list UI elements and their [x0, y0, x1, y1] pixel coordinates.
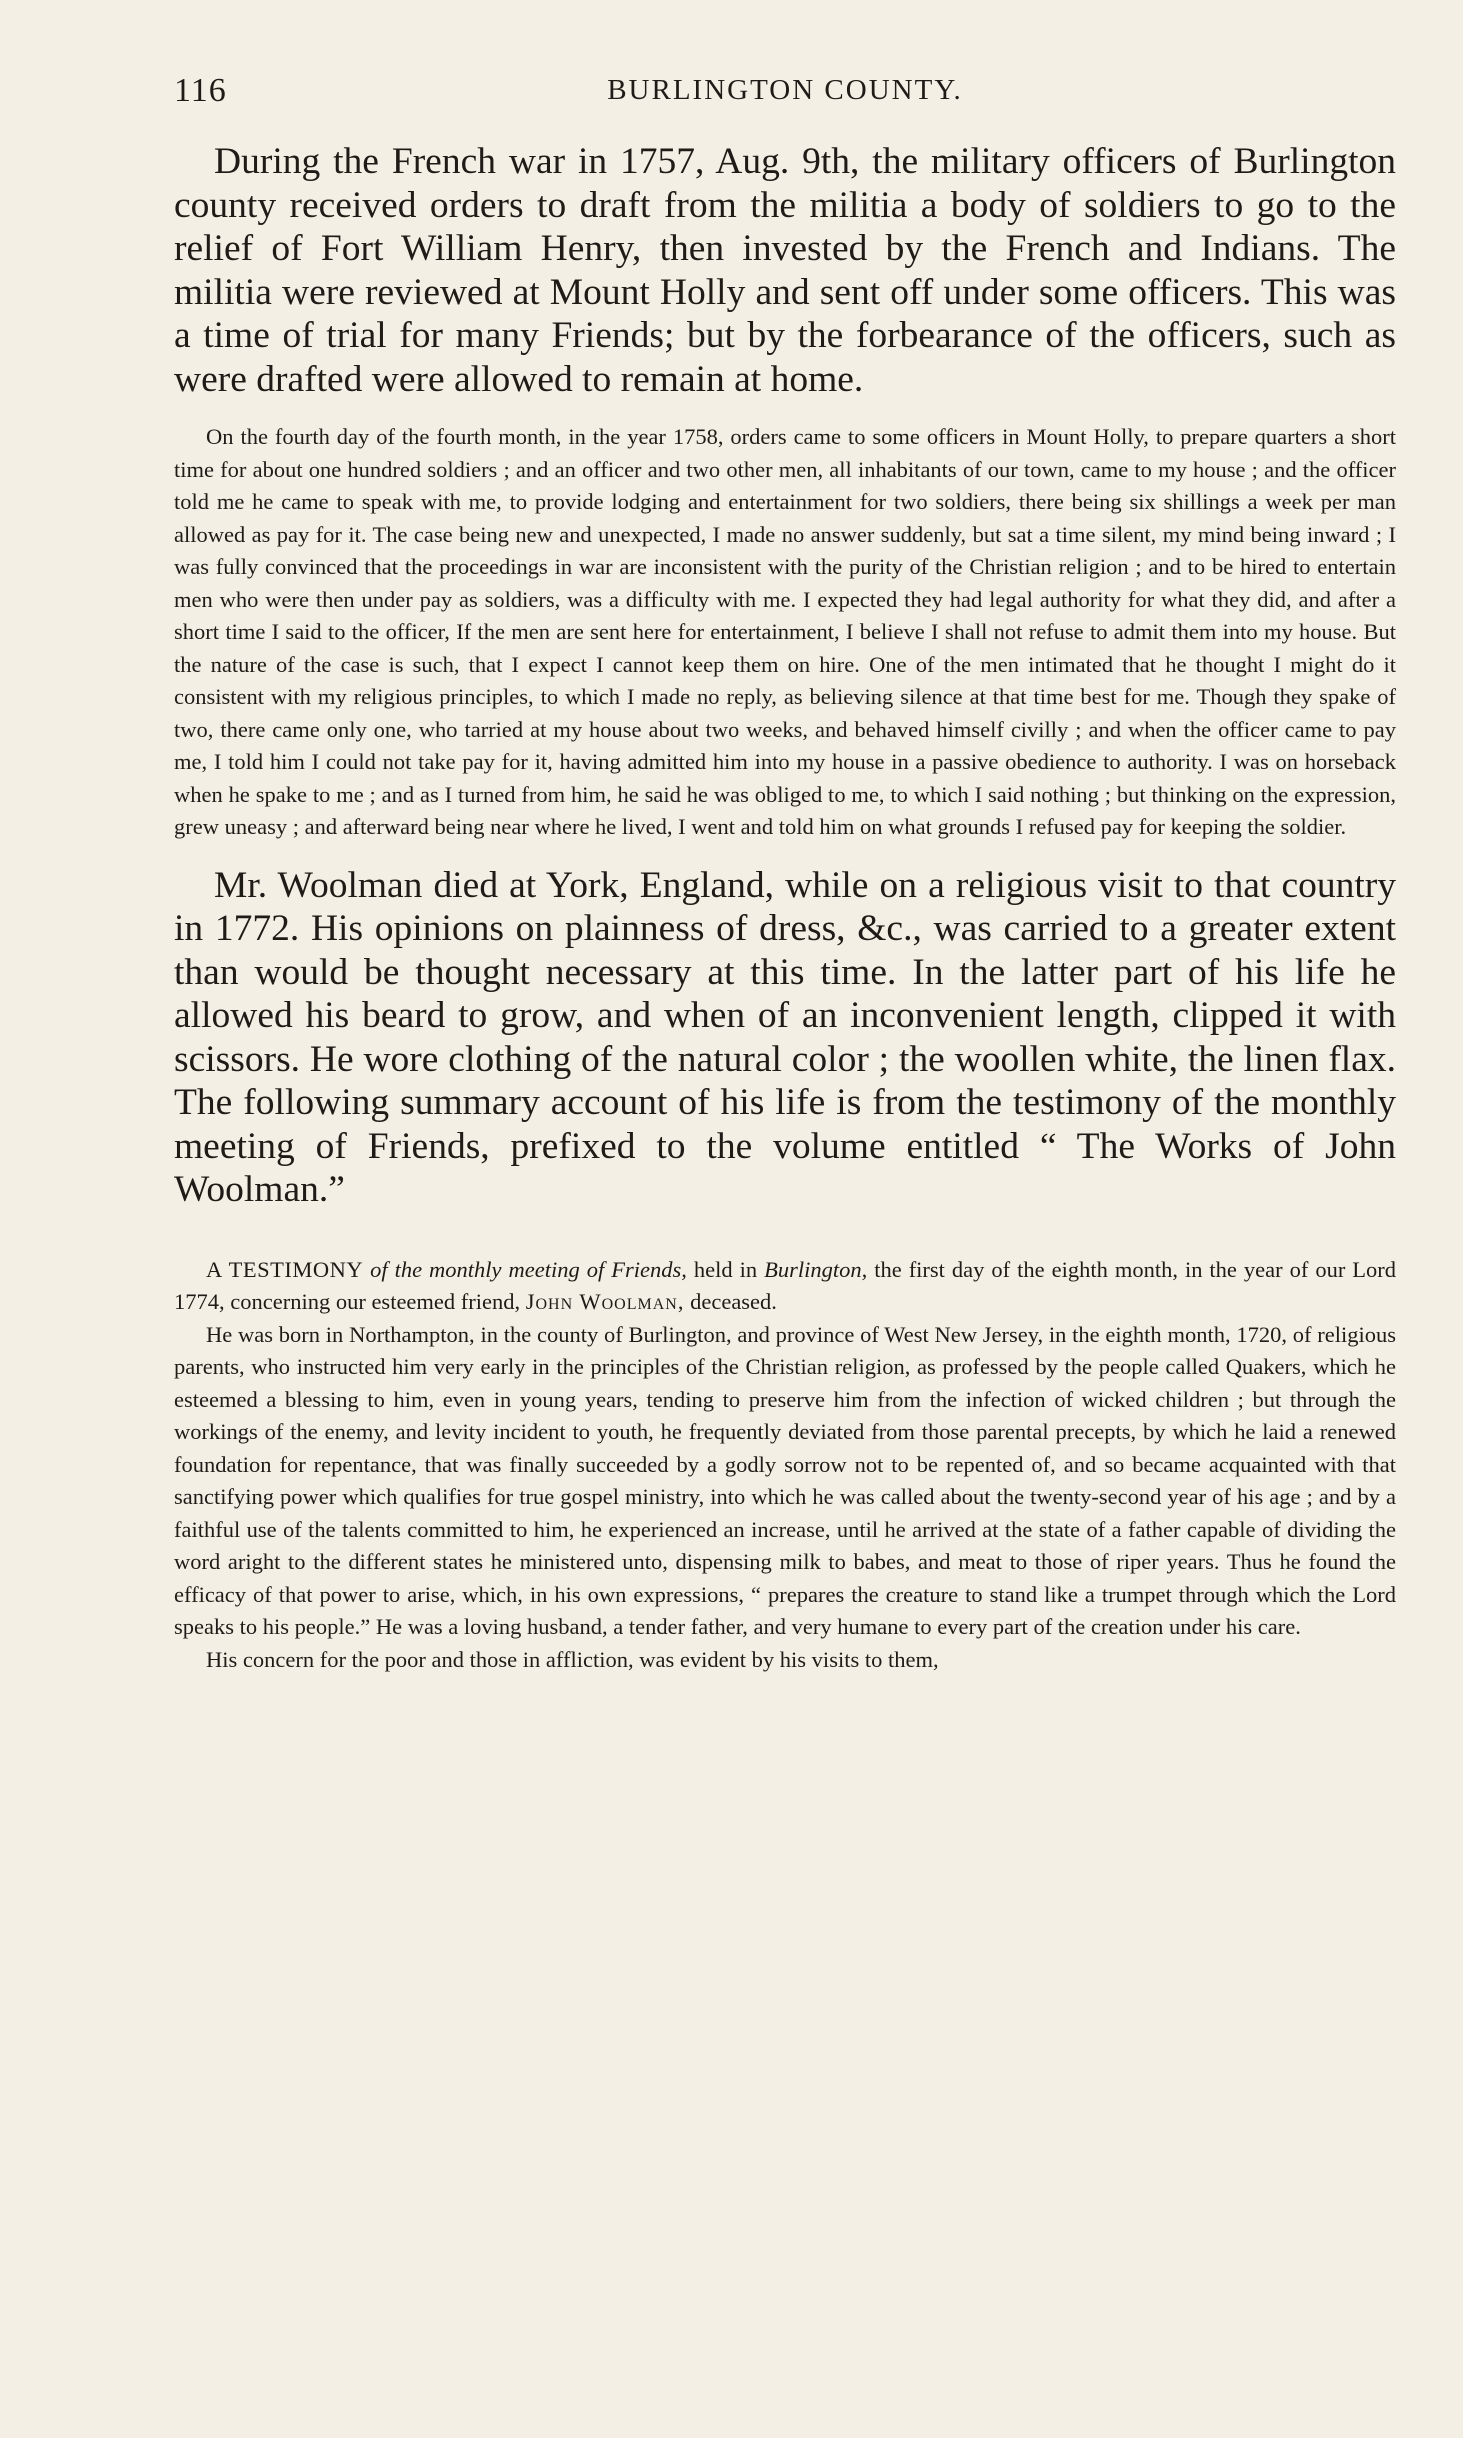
page-header — [174, 72, 1396, 118]
testimony-meeting: of the monthly meeting of Friends, — [370, 1256, 687, 1282]
testimony-subject-name: John Woolman, — [525, 1289, 685, 1314]
paragraph-woolman-death: Mr. Woolman died at York, England, while on a religious visit to that country in 1772. His opinions on plainness of dress, &c., was carried to a greater extent than would be thought necessary at this time. In the latter part of his life he allowed his beard to grow, and when of an inconvenient length, clipped it with scissors. He wore clothing of the natural color ; the woollen white, the linen flax. The following summary account of his life is from the testimony of the monthly meeting of Friends, prefixed to the volume entitled “ The Works of John Woolman.” — [174, 864, 1396, 1210]
testimony-title: A TESTIMONY — [206, 1256, 364, 1282]
page-number: 116 — [174, 72, 227, 109]
testimony-date: the first day of the eighth month, in the year of our Lord 1774, concerning our esteemed friend, — [174, 1256, 1397, 1314]
testimony-deceased: deceased. — [690, 1289, 777, 1314]
paragraph-concern-for-poor: His concern for the poor and those in affliction, was evident by his visits to them, — [206, 1646, 939, 1672]
paragraph-testimony-heading — [174, 1254, 1396, 1319]
paragraph-woolman-biography: He was born in Northampton, in the county of Burlington, and province of West New Jersey, in the eighth month, 1720, of religious parents, who instructed him very early in the principles of the Christian religion, as professed by the people called Quakers, which he esteemed a blessing to him, even in young years, tending to preserve him from the infection of wicked children ; but through the workings of the enemy, and levity incident to youth, he frequently deviated from those parental precepts, by which he laid a renewed foundation for repentance, that was finally succeeded by a godly sorrow not to be repented of, and so became acquainted with that sanctifying power which qualifies for true gospel ministry, into which he was called about the twenty-second year of his age ; and by a faithful use of the talents committed to him, he experienced an increase, until he arrived at the state of a father capable of dividing the word aright to the different states he ministered unto, dispensing milk to babes, and meat to those of riper years. Thus he found the efficacy of that power to arise, which, in his own expressions, “ prepares the creature to stand like a trumpet through which the Lord speaks to his people.” He was a loving husband, a tender father, and very humane to every part of the creation under his care. — [174, 1321, 1396, 1639]
testimony-place: Burlington, — [764, 1256, 868, 1282]
page-body — [174, 140, 1396, 1676]
testimony-held-in: held in — [693, 1256, 758, 1282]
running-head: BURLINGTON COUNTY. — [607, 74, 963, 106]
paragraph-quartering-soldiers: On the fourth day of the fourth month, in the year 1758, orders came to some officers in Mount Holly, to prepare quarters a short time for about one hundred soldiers ; and an officer and two other men, all inhabitants of our town, came to my house ; and the officer told me he came to speak with me, to provide lodging and entertainment for two soldiers, there being six shillings a week per man allowed as pay for it. The case being new and unexpected, I made no answer suddenly, but sat a time silent, my mind being inward ; I was fully convinced that the proceedings in war are inconsistent with the purity of the Christian religion ; and to be hired to entertain men who were then under pay as soldiers, was a difficulty with me. I expected they had legal authority for what they did, and after a short time I said to the officer, If the men are sent here for entertainment, I believe I shall not refuse to admit them into my house. But the nature of the case is such, that I expect I cannot keep them on hire. One of the men intimated that he thought I might do it consistent with my religious principles, to which I made no reply, as believing silence at that time best for me. Though they spake of two, there came only one, who tarried at my house about two weeks, and behaved himself civilly ; and when the officer came to pay me, I told him I could not take pay for it, having admitted him into my house in a passive obedience to authority. I was on horseback when he spake to me ; and as I turned from him, he said he was obliged to me, to which I said nothing ; but thinking on the expression, grew uneasy ; and afterward being near where he lived, I went and told him on what grounds I refused pay for keeping the soldier. — [174, 424, 1396, 839]
paragraph-french-war: During the French war in 1757, Aug. 9th, the military officers of Burlington county received orders to draft from the militia a body of soldiers to go to the relief of Fort William Henry, then invested by the French and Indians. The militia were reviewed at Mount Holly and sent off under some officers. This was a time of trial for many Friends; but by the forbearance of the officers, such as were drafted were allowed to remain at home. — [174, 141, 1396, 400]
